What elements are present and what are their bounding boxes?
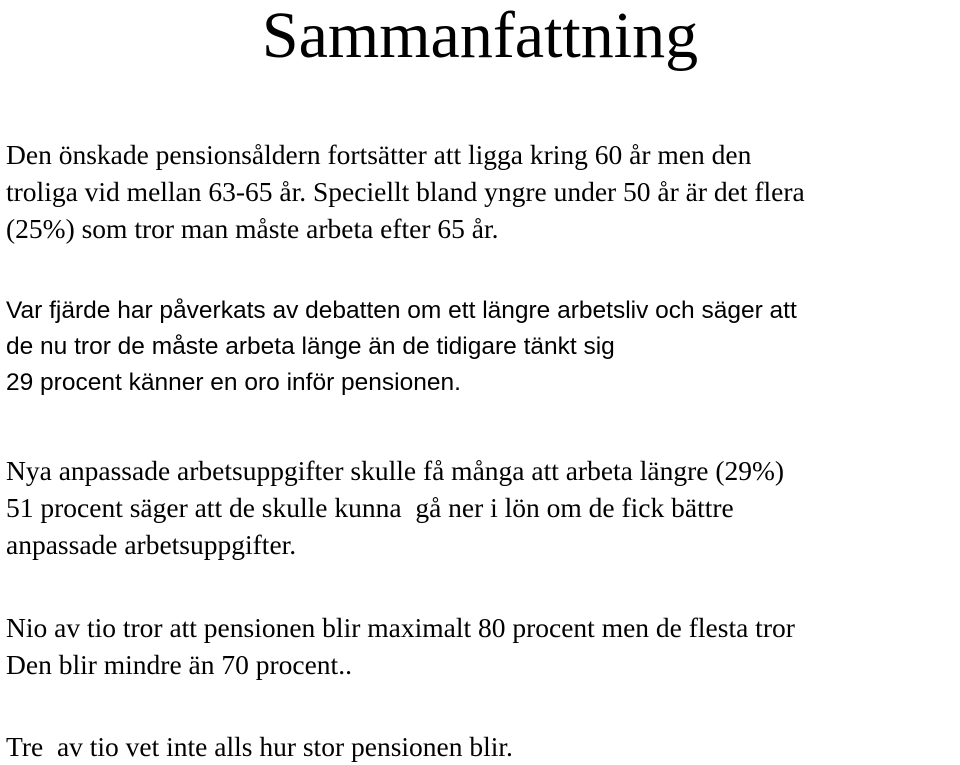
text-line: troliga vid mellan 63-65 år. Speciellt bland yngre under 50 år är det flera [6,176,805,207]
paragraph-work-tasks [6,452,784,563]
text-line: Den blir mindre än 70 procent.. [6,649,352,680]
text-line: Nio av tio tror att pensionen blir maximalt 80 procent men de flesta tror [6,612,795,643]
text-line: Den önskade pensionsåldern fortsätter att ligga kring 60 år men den [6,139,752,170]
text-line: Tre av tio vet inte alls hur stor pensionen blir. [6,731,513,762]
text-line: (25%) som tror man måste arbeta efter 65 år. [6,213,499,244]
text-line: de nu tror de måste arbeta länge än de tidigare tänkt sig [6,333,615,360]
page-title: Sammanfattning [261,0,699,72]
text-line: 51 procent säger att de skulle kunna gå ner i lön om de fick bättre [6,492,734,523]
paragraph-debate-influence [6,293,797,401]
paragraph-pension-level [6,609,795,683]
text-line: 29 procent känner en oro inför pensionen. [6,369,461,396]
text-line: Nya anpassade arbetsuppgifter skulle få många att arbeta längre (29%) [6,455,785,486]
text-line: anpassade arbetsuppgifter. [6,529,297,560]
paragraph-retirement-age [6,136,805,247]
paragraph-pension-knowledge [6,728,513,765]
text-line: Var fjärde har påverkats av debatten om ett längre arbetsliv och säger att [6,297,797,324]
